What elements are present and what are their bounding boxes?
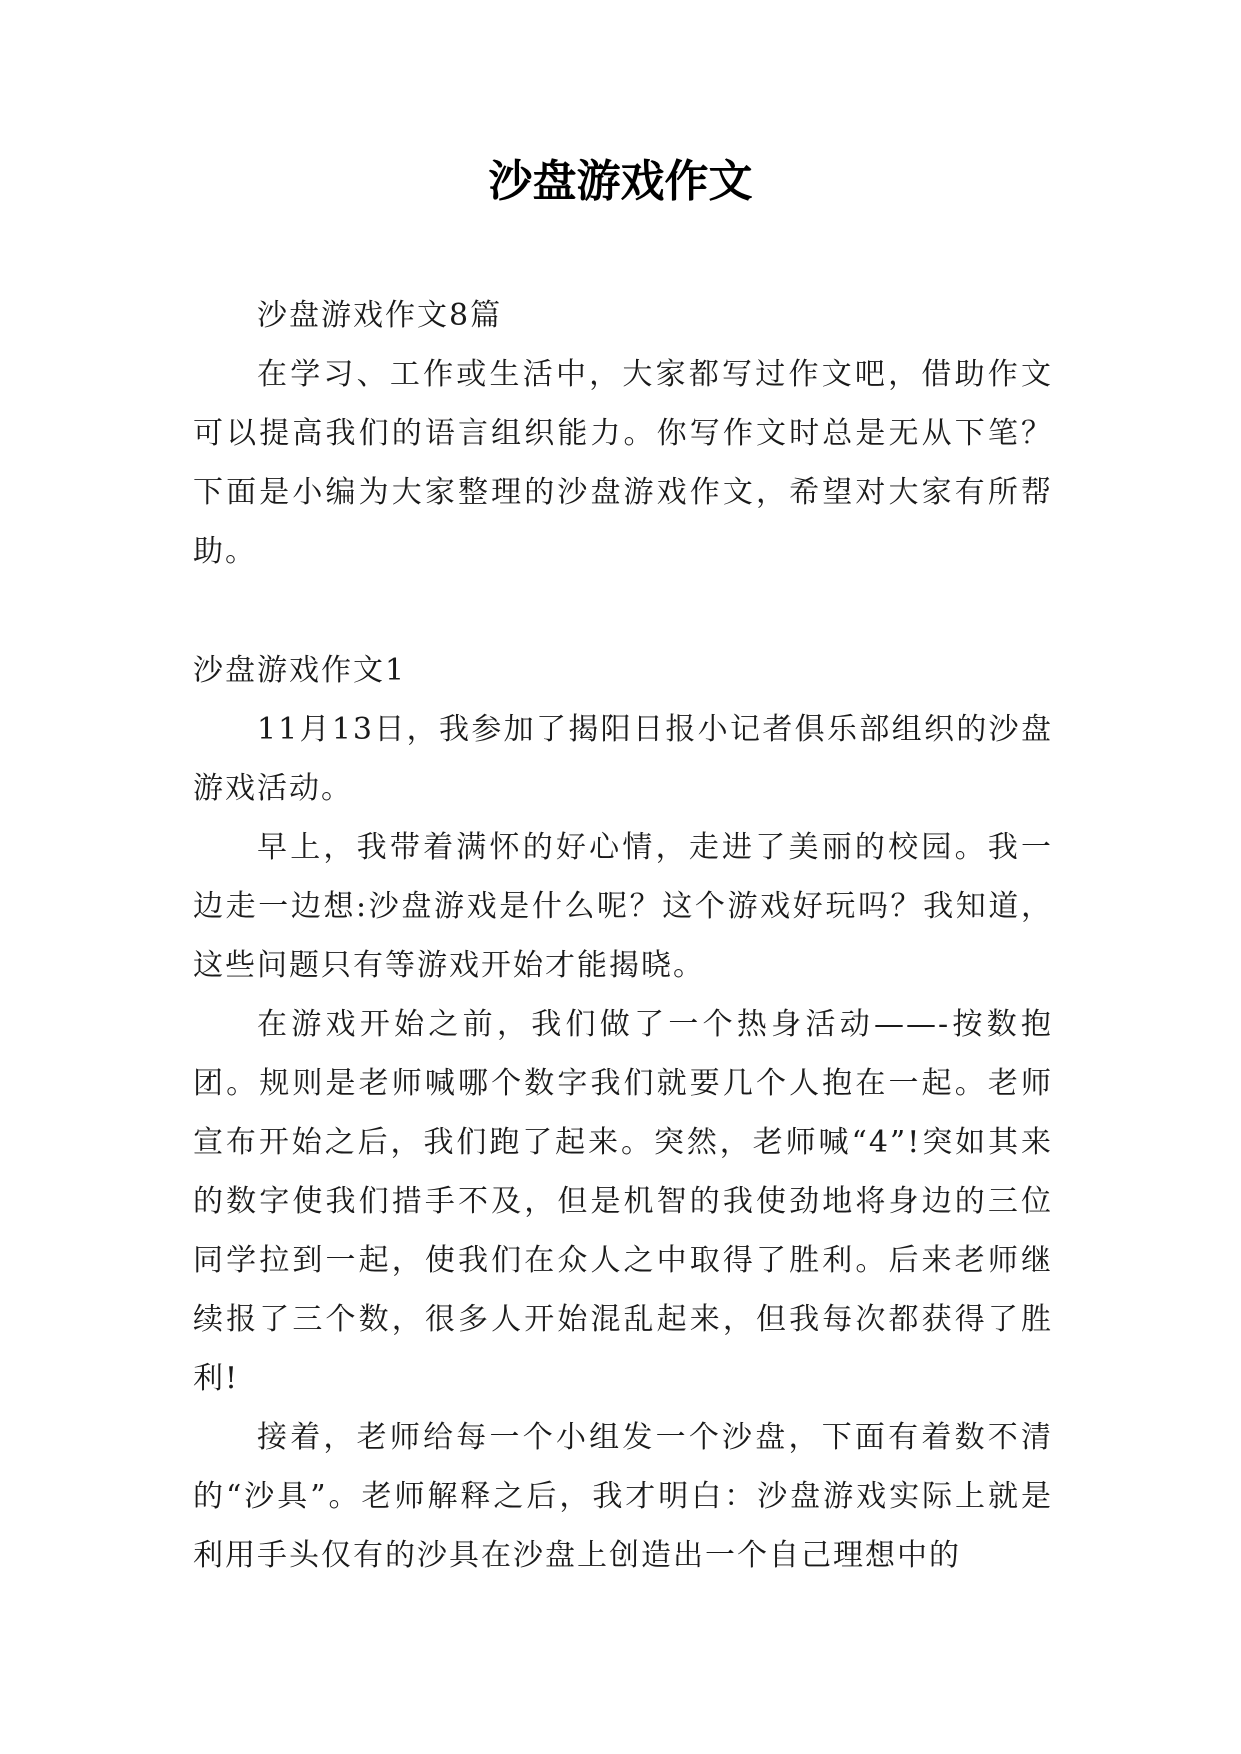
essay-1-heading: 沙盘游戏作文1 [193,653,407,688]
document-subtitle [193,286,1053,345]
essay-paragraph: 11月13日，我参加了揭阳日报小记者俱乐部组织的沙盘游戏活动。 [193,712,1053,806]
subtitle-text: 沙盘游戏作文8篇 [257,298,503,333]
essay-paragraph: 在游戏开始之前，我们做了一个热身活动——-按数抱团。规则是老师喊哪个数字我们就要几个人抱在一起。老师宣布开始之后，我们跑了起来。突然，老师喊“4”!突如其来的数字使我们措手不及，但是机智的我使劲地将身边的三位同学拉到一起，使我们在众人之中取得了胜利。后来老师继续报了三个数，很多人开始混乱起来，但我每次都获得了胜利! [193,1007,1053,1396]
essay-paragraph: 接着，老师给每一个小组发一个沙盘，下面有着数不清的“沙具”。老师解释之后，我才明白：沙盘游戏实际上就是利用手头仅有的沙具在沙盘上创造出一个自己理想中的 [193,1420,1053,1573]
essay-1-body [193,700,1053,1585]
essay-paragraph: 早上，我带着满怀的好心情，走进了美丽的校园。我一边走一边想:沙盘游戏是什么呢？这个游戏好玩吗？我知道，这些问题只有等游戏开始才能揭晓。 [193,830,1053,983]
document-title: 沙盘游戏作文 [488,156,753,207]
essay-1-heading-block [193,641,1053,700]
intro-paragraph: 在学习、工作或生活中，大家都写过作文吧，借助作文可以提高我们的语言组织能力。你写作文时总是无从下笔？下面是小编为大家整理的沙盘游戏作文，希望对大家有所帮助。 [193,357,1053,569]
intro-section [193,345,1053,581]
